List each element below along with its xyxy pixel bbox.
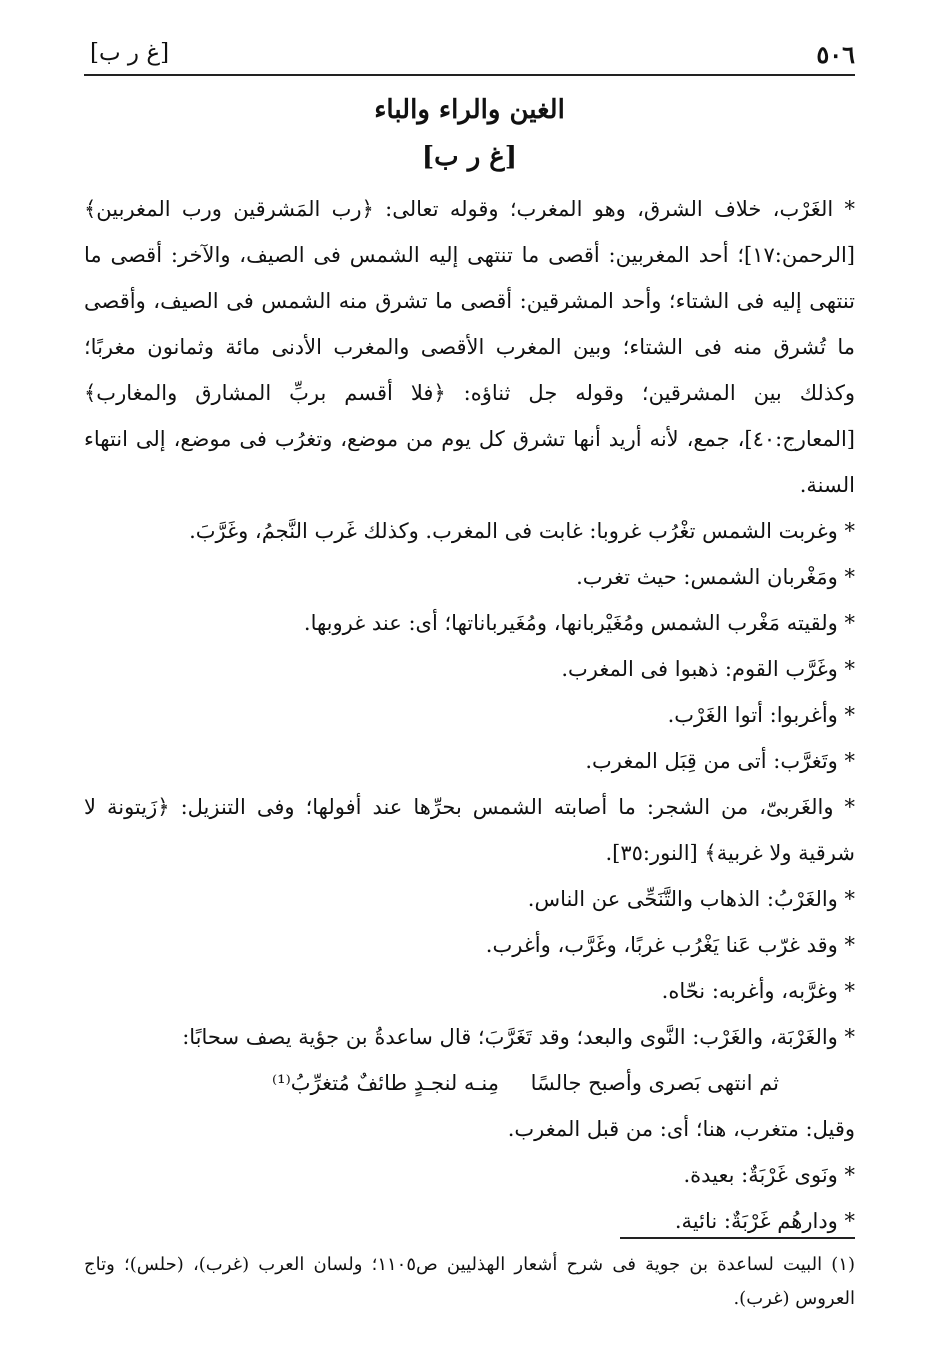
entry-paragraph: * وتَغرَّب: أتى من قِبَل المغرب. [585,749,855,773]
footnote: (١) البيت لساعدة بن جوية فى شرح أشعار الهذليين ص١١٠٥؛ ولسان العرب (غرب)، (حلس)؛ وتاج العروس (غرب). [84,1254,855,1309]
entry-paragraph: * ومَغْربان الشمس: حيث تغرب. [576,565,855,589]
entry-paragraph: * وغربت الشمس تغْرُب غروبا: غابت فى المغرب. وكذلك غَرب النَّجمُ، وغَرَّبَ. [189,519,855,543]
page-number: ٥٠٦ [816,40,855,69]
entry-paragraph: * وغَرَّب القوم: ذهبوا فى المغرب. [561,657,855,681]
entry-body [84,186,855,1244]
poetry-verse [84,1060,855,1106]
entry-paragraph: * ودارهُم غَرْبَةٌ: نائية. [674,1209,855,1233]
page-header [84,38,855,74]
entry-paragraph: * وقد غرّب عَنا يَغْرُب غربًا، وغَرَّب، وأغرب. [485,933,855,957]
entry-paragraph: * ونَوى غَرْبَةٌ: بعيدة. [683,1163,855,1187]
entry-paragraph: * وأغربوا: أتوا الغَرْب. [667,703,855,727]
entry-paragraph: * والغَرْبُ: الذهاب والتَّنَحِّى عن الناس. [527,887,855,911]
entry-paragraph: * وغرَّبه، وأغربه: نحّاه. [661,979,855,1003]
entry-paragraph: * الغَرْب، خلاف الشرق، وهو المغرب؛ وقوله تعالى: ﴿رب المَشرقين ورب المغربين﴾ [الرحمن:١٧]؛ أحد المغربين: أقصى ما تنتهى إليه الشمس فى الصيف، والآخر: أقصى ما تنتهى إليه فى الشتاء؛ وأحد المشرقين: أقصى ما تشرق منه الشمس فى الصيف، وأقصى ما تُشرق منه فى الشتاء؛ وبين المغرب الأقصى والمغرب الأدنى مائة وثمانون مغربًا؛ وكذلك بين المشرقين؛ وقوله جل ثناؤه: ﴿فلا أقسم بربِّ المشارق والمغارب﴾ [المعارج:٤٠]، جمع، لأنه أريد أنها تشرق كل يوم من موضع، وتغرُب فى موضع، إلى انتهاء السنة. [84,197,855,497]
header-root: [غ ر ب] [90,40,170,66]
verse-hemistich-2: مِنـه لنجـدٍ طائفٌ مُتغرِّبُ⁽¹⁾ [271,1071,499,1095]
entry-paragraph: وقيل: متغرب، هنا؛ أى: من قبل المغرب. [507,1117,855,1141]
footnote-rule [620,1237,855,1239]
entry-paragraph: * والغَرْبَة، والغَرْب: النَّوى والبعد؛ وقد تَغَرَّبَ؛ قال ساعدةُ بن جؤية يصف سحابًا: [182,1025,855,1049]
entry-paragraph: * والغَربىّ، من الشجر: ما أصابته الشمس بحرِّها عند أفولها؛ وفى التنزيل: ﴿زَيتونة لا شرقية ولا غربية﴾ [النور:٣٥]. [84,795,855,865]
verse-hemistich-1: ثم انتهى بَصرى وأصبح جالسًا [530,1071,779,1095]
section-title: الغين والراء والباء [374,95,565,125]
header-rule [84,74,855,76]
entry-paragraph: * ولقيته مَغْرب الشمس ومُغَيْربانها، ومُغَيرباناتها؛ أى: عند غروبها. [303,611,855,635]
root-title: [غ ر ب] [421,142,518,172]
